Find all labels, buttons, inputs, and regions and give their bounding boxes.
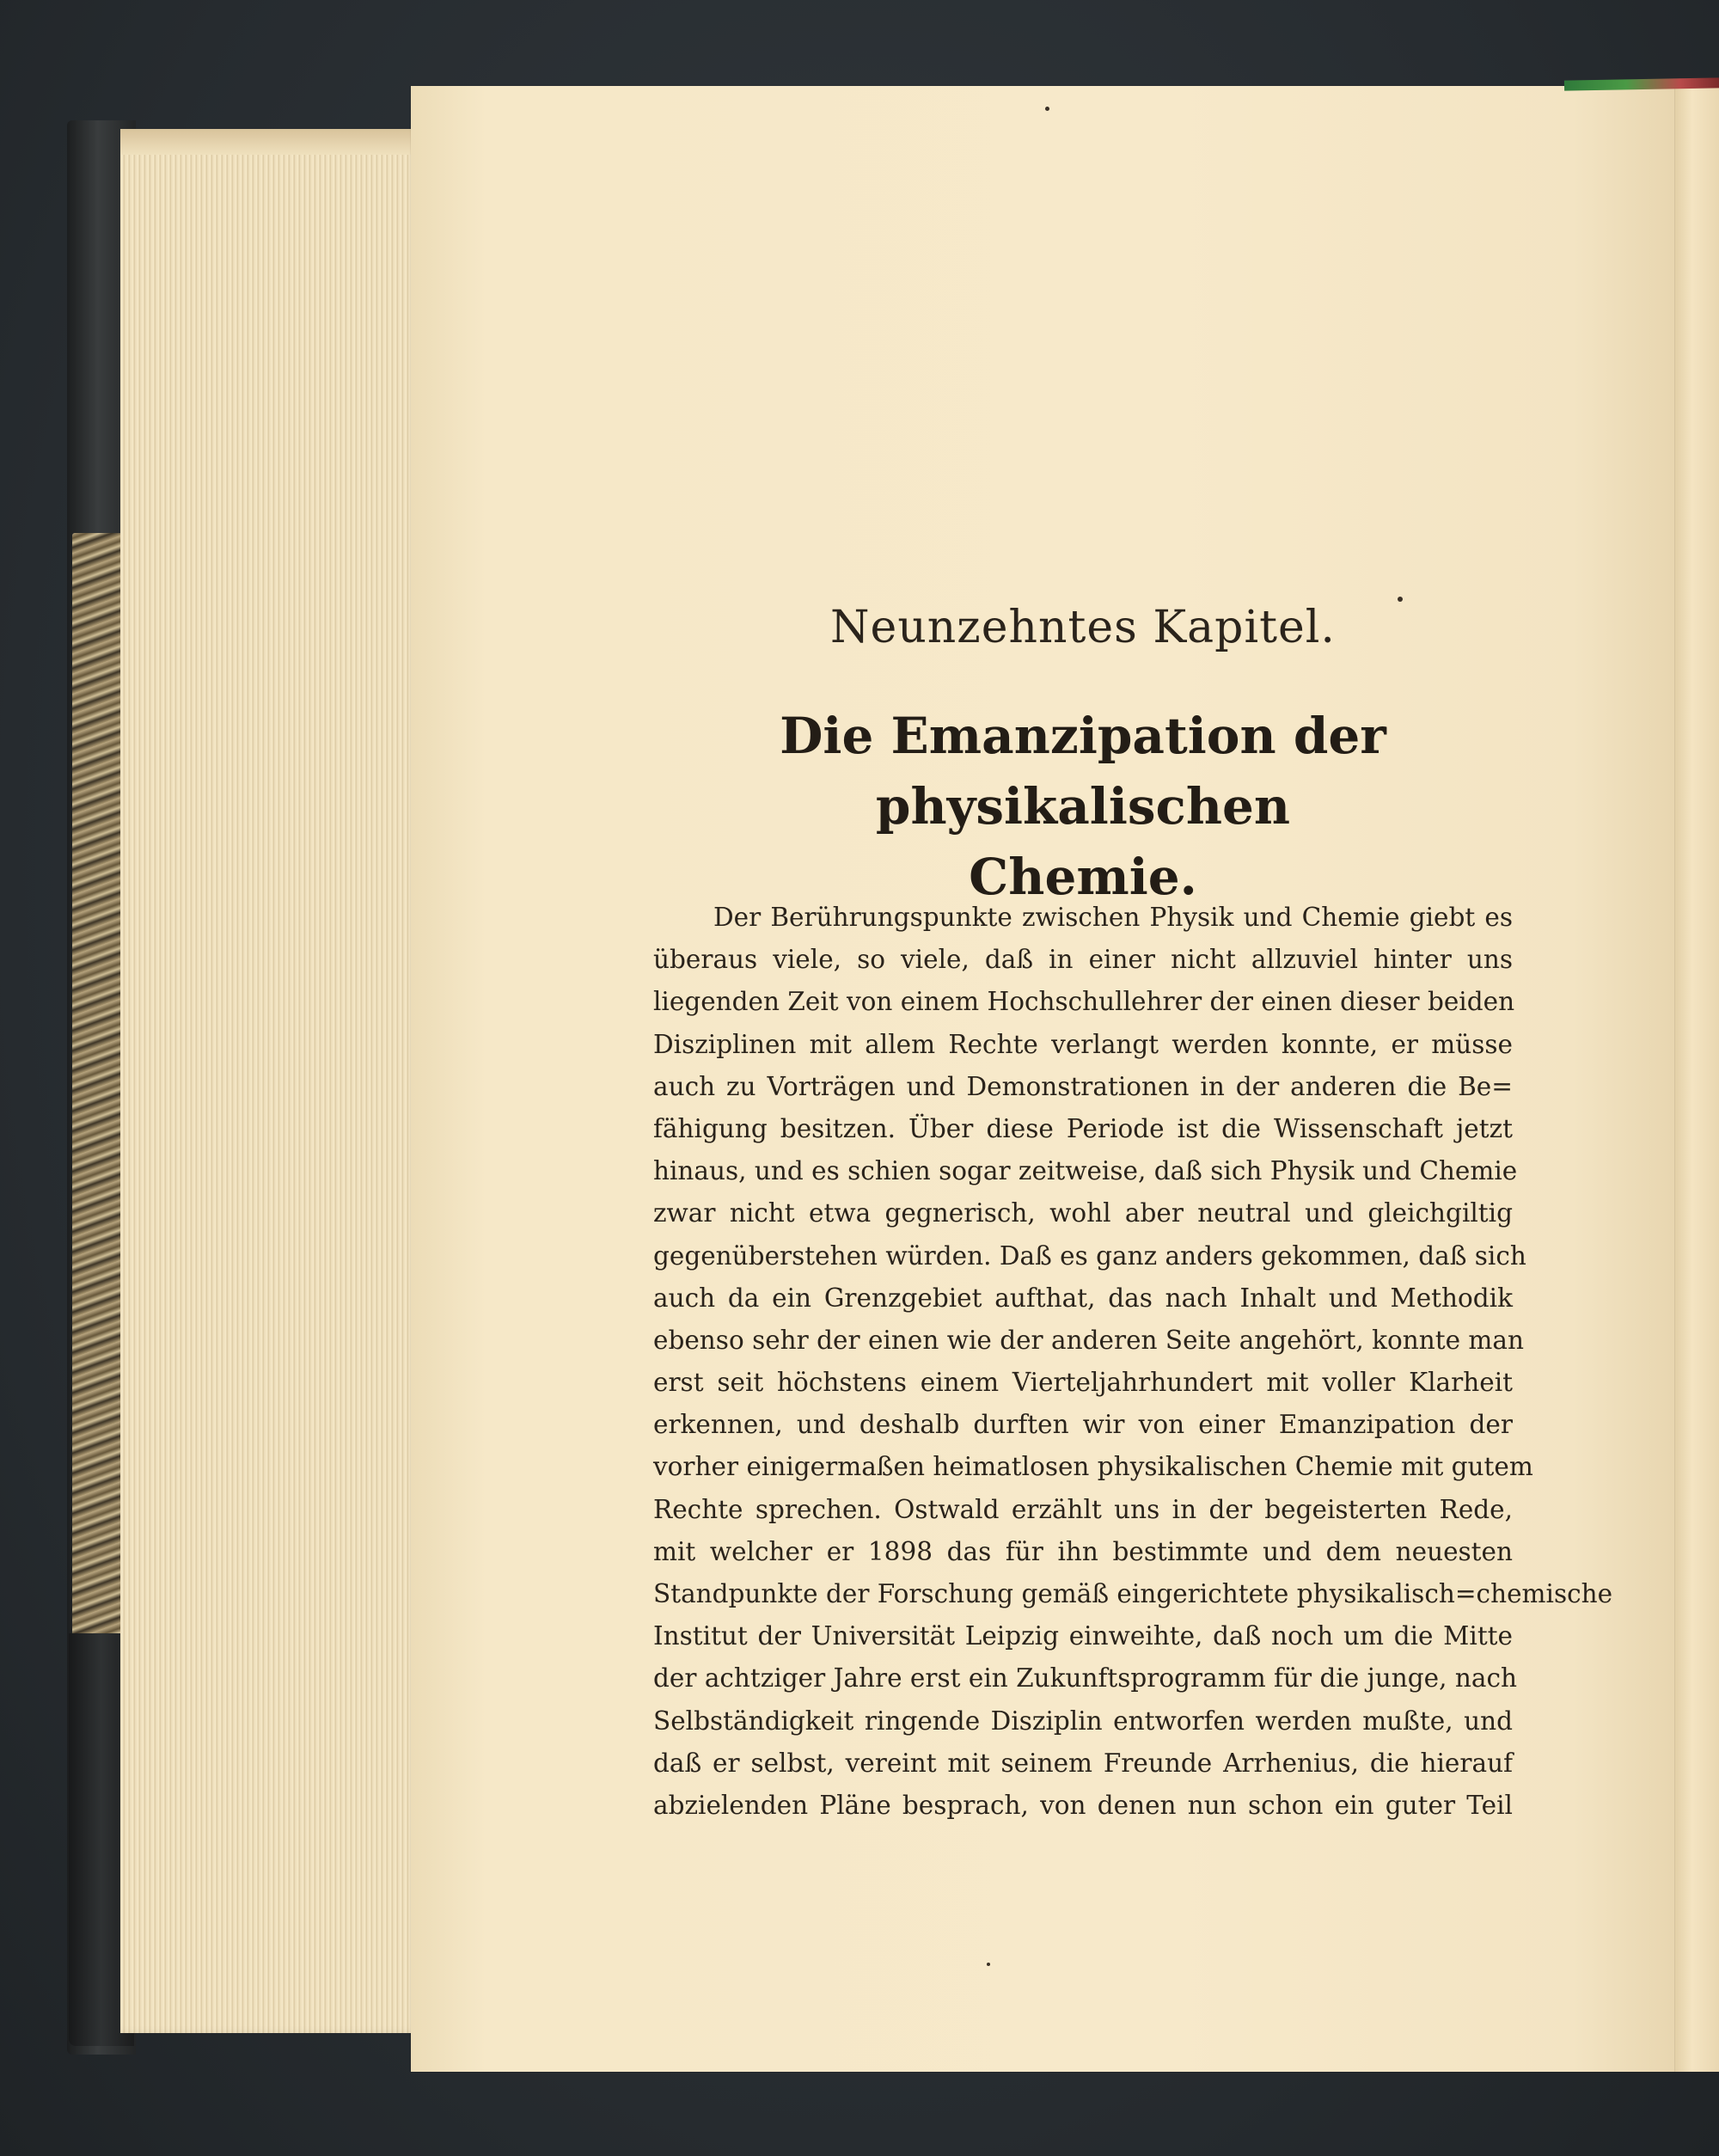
paper-speck [987, 1963, 990, 1966]
text-line: liegenden Zeit von einem Hochschullehrer der einen dieser beiden [653, 987, 1515, 1017]
text-line: auch zu Vorträgen und Demonstrationen in der anderen die Be= [653, 1071, 1513, 1101]
text-line: mit welcher er 1898 das für ihn bestimmte und dem neuesten [653, 1536, 1513, 1566]
text-line: zwar nicht etwa gegnerisch, wohl aber neutral und gleichgiltig [653, 1198, 1513, 1228]
facing-page-edge [1674, 86, 1719, 2072]
text-line: erst seit höchstens einem Vierteljahrhundert mit voller Klarheit [653, 1368, 1513, 1398]
text-line: Selbständigkeit ringende Disziplin entworfen werden mußte, und [653, 1706, 1513, 1736]
text-line: ebenso sehr der einen wie der anderen Seite angehört, konnte man [653, 1325, 1524, 1355]
text-line: fähigung besitzen. Über diese Periode ist die Wissenschaft jetzt [653, 1113, 1513, 1143]
text-line: Der Berührungspunkte zwischen Physik und Chemie giebt es [713, 903, 1513, 932]
page-edges [120, 129, 421, 2033]
chapter-title [653, 701, 1513, 912]
chapter-number: Neunzehntes Kapitel. [830, 602, 1336, 653]
text-line: Rechte sprechen. Ostwald erzählt uns in der begeisterten Rede, [653, 1494, 1513, 1524]
chapter-title-line: Die Emanzipation der physikalischen [780, 707, 1386, 836]
text-line: abzielenden Pläne besprach, von denen nun schon ein guter Teil [653, 1790, 1513, 1820]
text-line: gegenüberstehen würden. Daß es ganz anders gekommen, daß sich [653, 1240, 1526, 1271]
text-line: hinaus, und es schien sogar zeitweise, daß sich Physik und Chemie [653, 1156, 1518, 1186]
text-line: daß er selbst, vereint mit seinem Freunde Arrhenius, die hierauf [653, 1748, 1513, 1778]
text-line: Institut der Universität Leipzig einweihte, daß noch um die Mitte [653, 1621, 1513, 1651]
paper-speck [1045, 107, 1049, 111]
text-line: Standpunkte der Forschung gemäß eingerichtete physikalisch=chemische [653, 1579, 1613, 1608]
text-line: erkennen, und deshalb durften wir von einer Emanzipation der [653, 1410, 1513, 1440]
text-line: vorher einigermaßen heimatlosen physikalischen Chemie mit gutem [653, 1452, 1533, 1482]
text-line: der achtziger Jahre erst ein Zukunftsprogramm für die junge, nach [653, 1663, 1517, 1694]
text-line: überaus viele, so viele, daß in einer nicht allzuviel hinter uns [653, 945, 1513, 975]
body-paragraph [653, 897, 1613, 1827]
text-line: auch da ein Grenzgebiet aufthat, das nach Inhalt und Methodik [653, 1283, 1513, 1313]
chapter-title-line: Chemie. [969, 848, 1197, 906]
page-edges-top [120, 129, 421, 155]
text-line: Disziplinen mit allem Rechte verlangt werden konnte, er müsse [653, 1029, 1513, 1059]
